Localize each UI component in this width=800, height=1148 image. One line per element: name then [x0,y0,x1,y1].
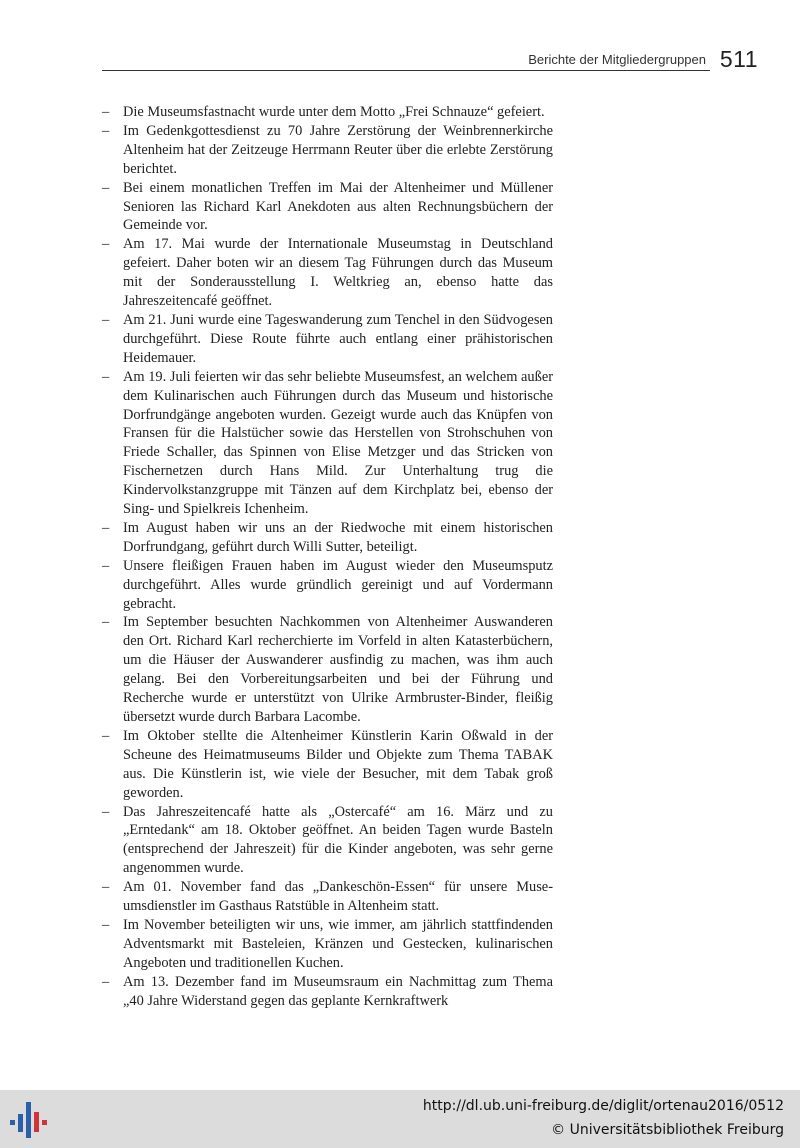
list-item-text: Die Museumsfastnacht wurde unter dem Motto „Frei Schnauze“ gefeiert. [123,104,545,120]
list-item [102,613,553,726]
dash-icon: – [102,368,110,385]
list-item-text: Im Oktober stellte die Altenheimer Künstlerin Karin Oßwald in der Scheune des Heimatmuseums Bilder und Objekte zum Thema TABAK aus. Die Künstlerin ist, wie viele der Besucher, mit dem Tabak groß geworden. [123,727,553,801]
dash-icon: – [102,916,110,933]
list-item-text: Am 01. November fand das „Dankeschön-Essen“ für unsere Museumsdienstler im Gasthaus Ratstüble in Altenheim statt. [123,879,553,915]
list-item [102,519,553,557]
list-item [102,103,553,122]
list-item [102,235,553,311]
dash-icon: – [102,973,110,990]
ub-freiburg-logo-icon[interactable] [8,1098,54,1142]
page-number: 511 [719,46,758,72]
list-item [102,122,553,179]
dash-icon: – [102,557,110,574]
dash-icon: – [102,122,110,139]
library-footer-bar [0,1090,800,1148]
list-item-text: Am 21. Juni wurde eine Tageswanderung zum Tenchel in den Südvogesen durchgeführt. Diese Route führte auch entlang einer prähistorischen Heidemauer. [123,311,553,366]
list-item [102,973,553,1011]
running-title: Berichte der Mitgliedergruppen [528,52,706,67]
dash-icon: – [102,311,110,328]
list-item [102,727,553,803]
bullet-list [102,103,553,1011]
dash-icon: – [102,519,110,536]
dash-icon: – [102,614,110,631]
list-item [102,311,553,368]
list-item-text: Unsere fleißigen Frauen haben im August wieder den Museumsputz durchgeführt. Alles wurde gründlich gereinigt und auf Vordermann gebracht. [123,557,553,612]
header-rule [102,70,710,71]
running-head [102,46,758,72]
dash-icon: – [102,236,110,253]
list-item [102,916,553,973]
list-item-text: Am 17. Mai wurde der Internationale Museumstag in Deutschland gefeiert. Daher boten wir an diesem Tag Führungen durch das Museum mit der Sonderausstellung I. Weltkrieg an, ebenso hatte das Jahreszeitencafé geöffnet. [123,236,553,310]
list-item [102,179,553,236]
dash-icon: – [102,179,110,196]
dash-icon: – [102,727,110,744]
list-item-text: Im Gedenkgottesdienst zu 70 Jahre Zerstörung der Weinbrennerkirche Altenheim hat der Zeitzeuge Herrmann Reuter über die erlebte Zerstörung berichtet. [123,122,553,177]
list-item-text: Das Jahreszeitencafé hatte als „Ostercafé“ am 16. März und zu „Erntedank“ am 18. Oktober geöffnet. An beiden Tagen wurde Basteln (entsprechend der Jahreszeit) für die Kinder angeboten, was sehr gerne angenommen wurde. [123,803,553,877]
list-item-text: Im August haben wir uns an der Riedwoche mit einem historischen Dorfrundgang, geführt durch Willi Sutter, beteiligt. [123,519,553,555]
document-url-link[interactable]: http://dl.ub.uni-freiburg.de/diglit/ortenau2016/0512 [422,1098,784,1114]
list-item [102,803,553,879]
copyright-notice: © Universitätsbibliothek Freiburg [551,1122,784,1138]
list-item-text: Am 19. Juli feierten wir das sehr beliebte Museumsfest, an welchem außer dem Kulinarischen auch Führungen durch das Museum und historische Dorfrundgänge angeboten wurden. Gezeigt wurde auch das Knüpfen von Fransen für die Halstücher sowie das Herstellen von Strohschuhen von Friede Schaller, das Spinnen von Elise Metzger und das Stricken von Fischernetzen durch Hans Mild. Zur Unterhaltung trug die Kindervolkstanzgruppe mit Tänzen auf dem Kirchplatz bei, ebenso der Sing- und Spielkreis Ichenheim. [123,368,553,518]
list-item [102,557,553,614]
list-item-text: Am 13. Dezember fand im Museumsraum ein Nachmittag zum Thema „40 Jahre Widerstand gegen das geplante Kernkraftwerk [123,973,553,1009]
list-item [102,368,553,519]
list-item-text: Bei einem monatlichen Treffen im Mai der Altenheimer und Müllener Senioren las Richard Karl Anekdoten aus alten Rechnungsbüchern der Gemeinde vor. [123,179,553,234]
dash-icon: – [102,104,110,120]
dash-icon: – [102,879,110,896]
dash-icon: – [102,803,110,820]
list-item-text: Im November beteiligten wir uns, wie immer, am jährlich stattfindenden Adventsmarkt mit Basteleien, Kränzen und Gestecken, kulinarischen Angeboten und traditionellen Kuchen. [123,916,553,971]
list-item-text: Im September besuchten Nachkommen von Altenheimer Auswanderen den Ort. Richard Karl recherchierte im Vorfeld in alten Katasterbüchern, um die Häuser der Auswanderer ausfindig zu machen, was ihm auch gelang. Bei den Vorbereitungsarbeiten und bei der Führung und Recherche wurde er unterstützt von Ulrike Armbruster-Binder, fleißig übersetzt wurde durch Barbara Lacombe. [123,614,553,725]
list-item [102,878,553,916]
